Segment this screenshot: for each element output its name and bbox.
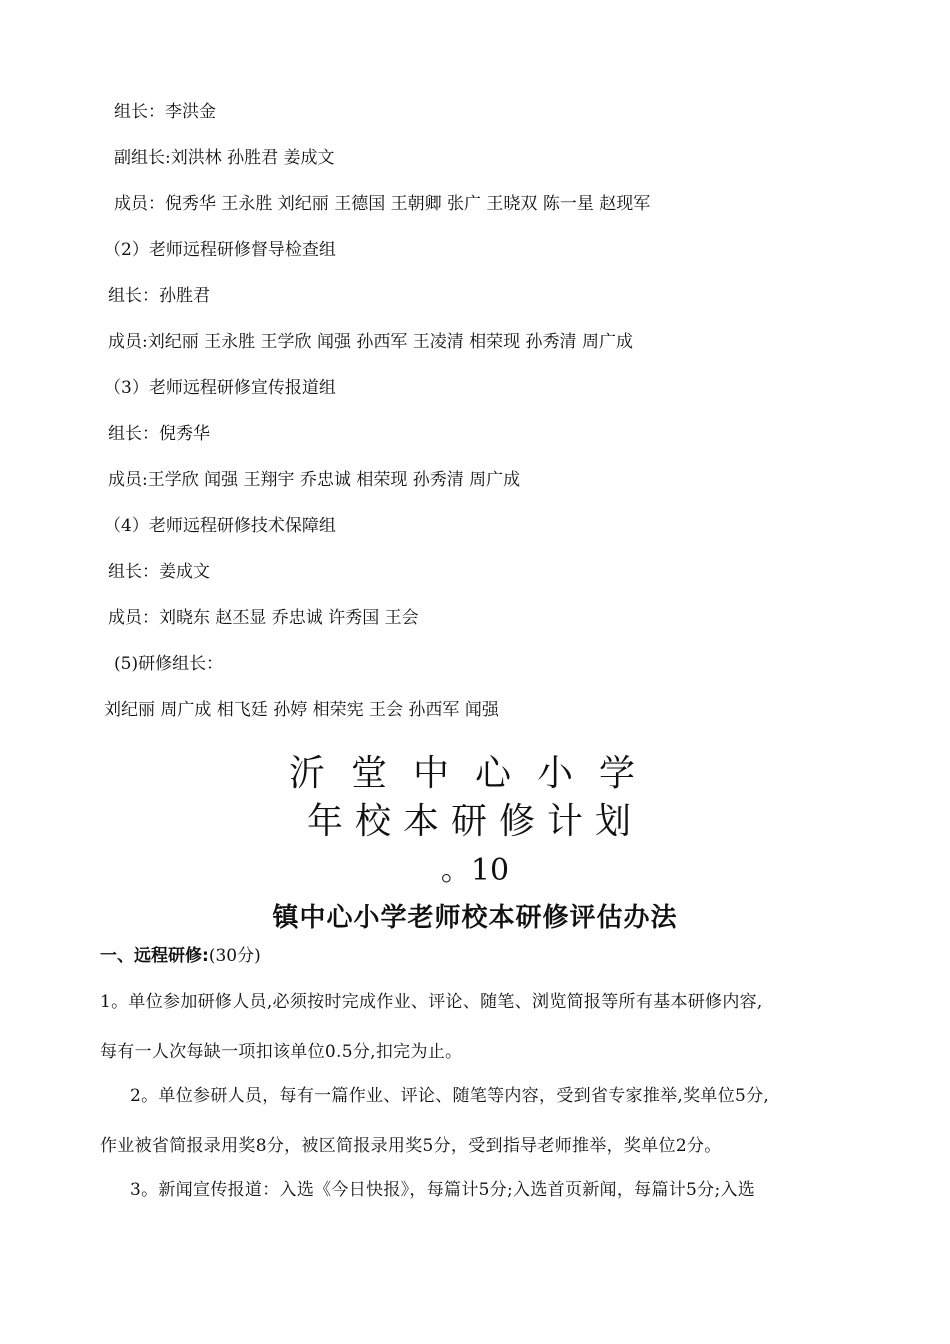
school-name: 沂堂中心小学	[288, 753, 661, 794]
paragraph-line: 作业被省简报录用奖8分，被区简报录用奖5分，受到指导老师推举，奖单位2分。	[100, 1136, 722, 1156]
section-score: (30分)	[208, 946, 261, 966]
paragraph-line: 1。单位参加研修人员,必须按时完成作业、评论、随笔、浏览简报等所有基本研修内容,	[100, 992, 763, 1012]
members-line: 刘纪丽 周广成 相飞廷 孙婷 相荣宪 王会 孙西军 闻强	[104, 700, 499, 720]
plan-date: 。10	[440, 853, 510, 888]
group-title: (5)研修组长：	[114, 654, 224, 674]
paragraph-line: 3。新闻宣传报道：入选《今日快报》，每篇计5分;入选首页新闻，每篇计5分;入选	[130, 1180, 756, 1200]
group-title: （2）老师远程研修督导检查组	[104, 240, 336, 260]
plan-title: 年校本研修计划	[306, 801, 643, 842]
members-line: 成员：刘晓东 赵丕显 乔忠诚 许秀国 王会	[108, 608, 419, 628]
document-title: 镇中心小学老师校本研修评估办法	[272, 903, 678, 933]
members-line: 成员:刘纪丽 王永胜 王学欣 闻强 孙西军 王凌清 相荣现 孙秀清 周广成	[108, 332, 633, 352]
members-line: 成员：倪秀华 王永胜 刘纪丽 王德国 王朝卿 张广 王晓双 陈一星 赵现军	[114, 194, 651, 214]
leader-line: 组长：孙胜君	[108, 286, 210, 306]
deputy-leader-line: 副组长:刘洪林 孙胜君 姜成文	[114, 148, 335, 168]
leader-line: 组长：姜成文	[108, 562, 210, 582]
group-title: （4）老师远程研修技术保障组	[104, 516, 336, 536]
members-line: 成员:王学欣 闻强 王翔宇 乔忠诚 相荣现 孙秀清 周广成	[108, 470, 521, 490]
group-title: （3）老师远程研修宣传报道组	[104, 378, 336, 398]
section-heading-label: 一、远程研修:	[100, 946, 209, 966]
section-heading	[100, 944, 261, 968]
paragraph-line: 2。单位参研人员，每有一篇作业、评论、随笔等内容，受到省专家推举,奖单位5分,	[130, 1086, 770, 1106]
paragraph-line: 每有一人次每缺一项扣该单位0.5分,扣完为止。	[100, 1042, 463, 1062]
leader-line: 组长：李洪金	[114, 102, 216, 122]
leader-line: 组长：倪秀华	[108, 424, 210, 444]
